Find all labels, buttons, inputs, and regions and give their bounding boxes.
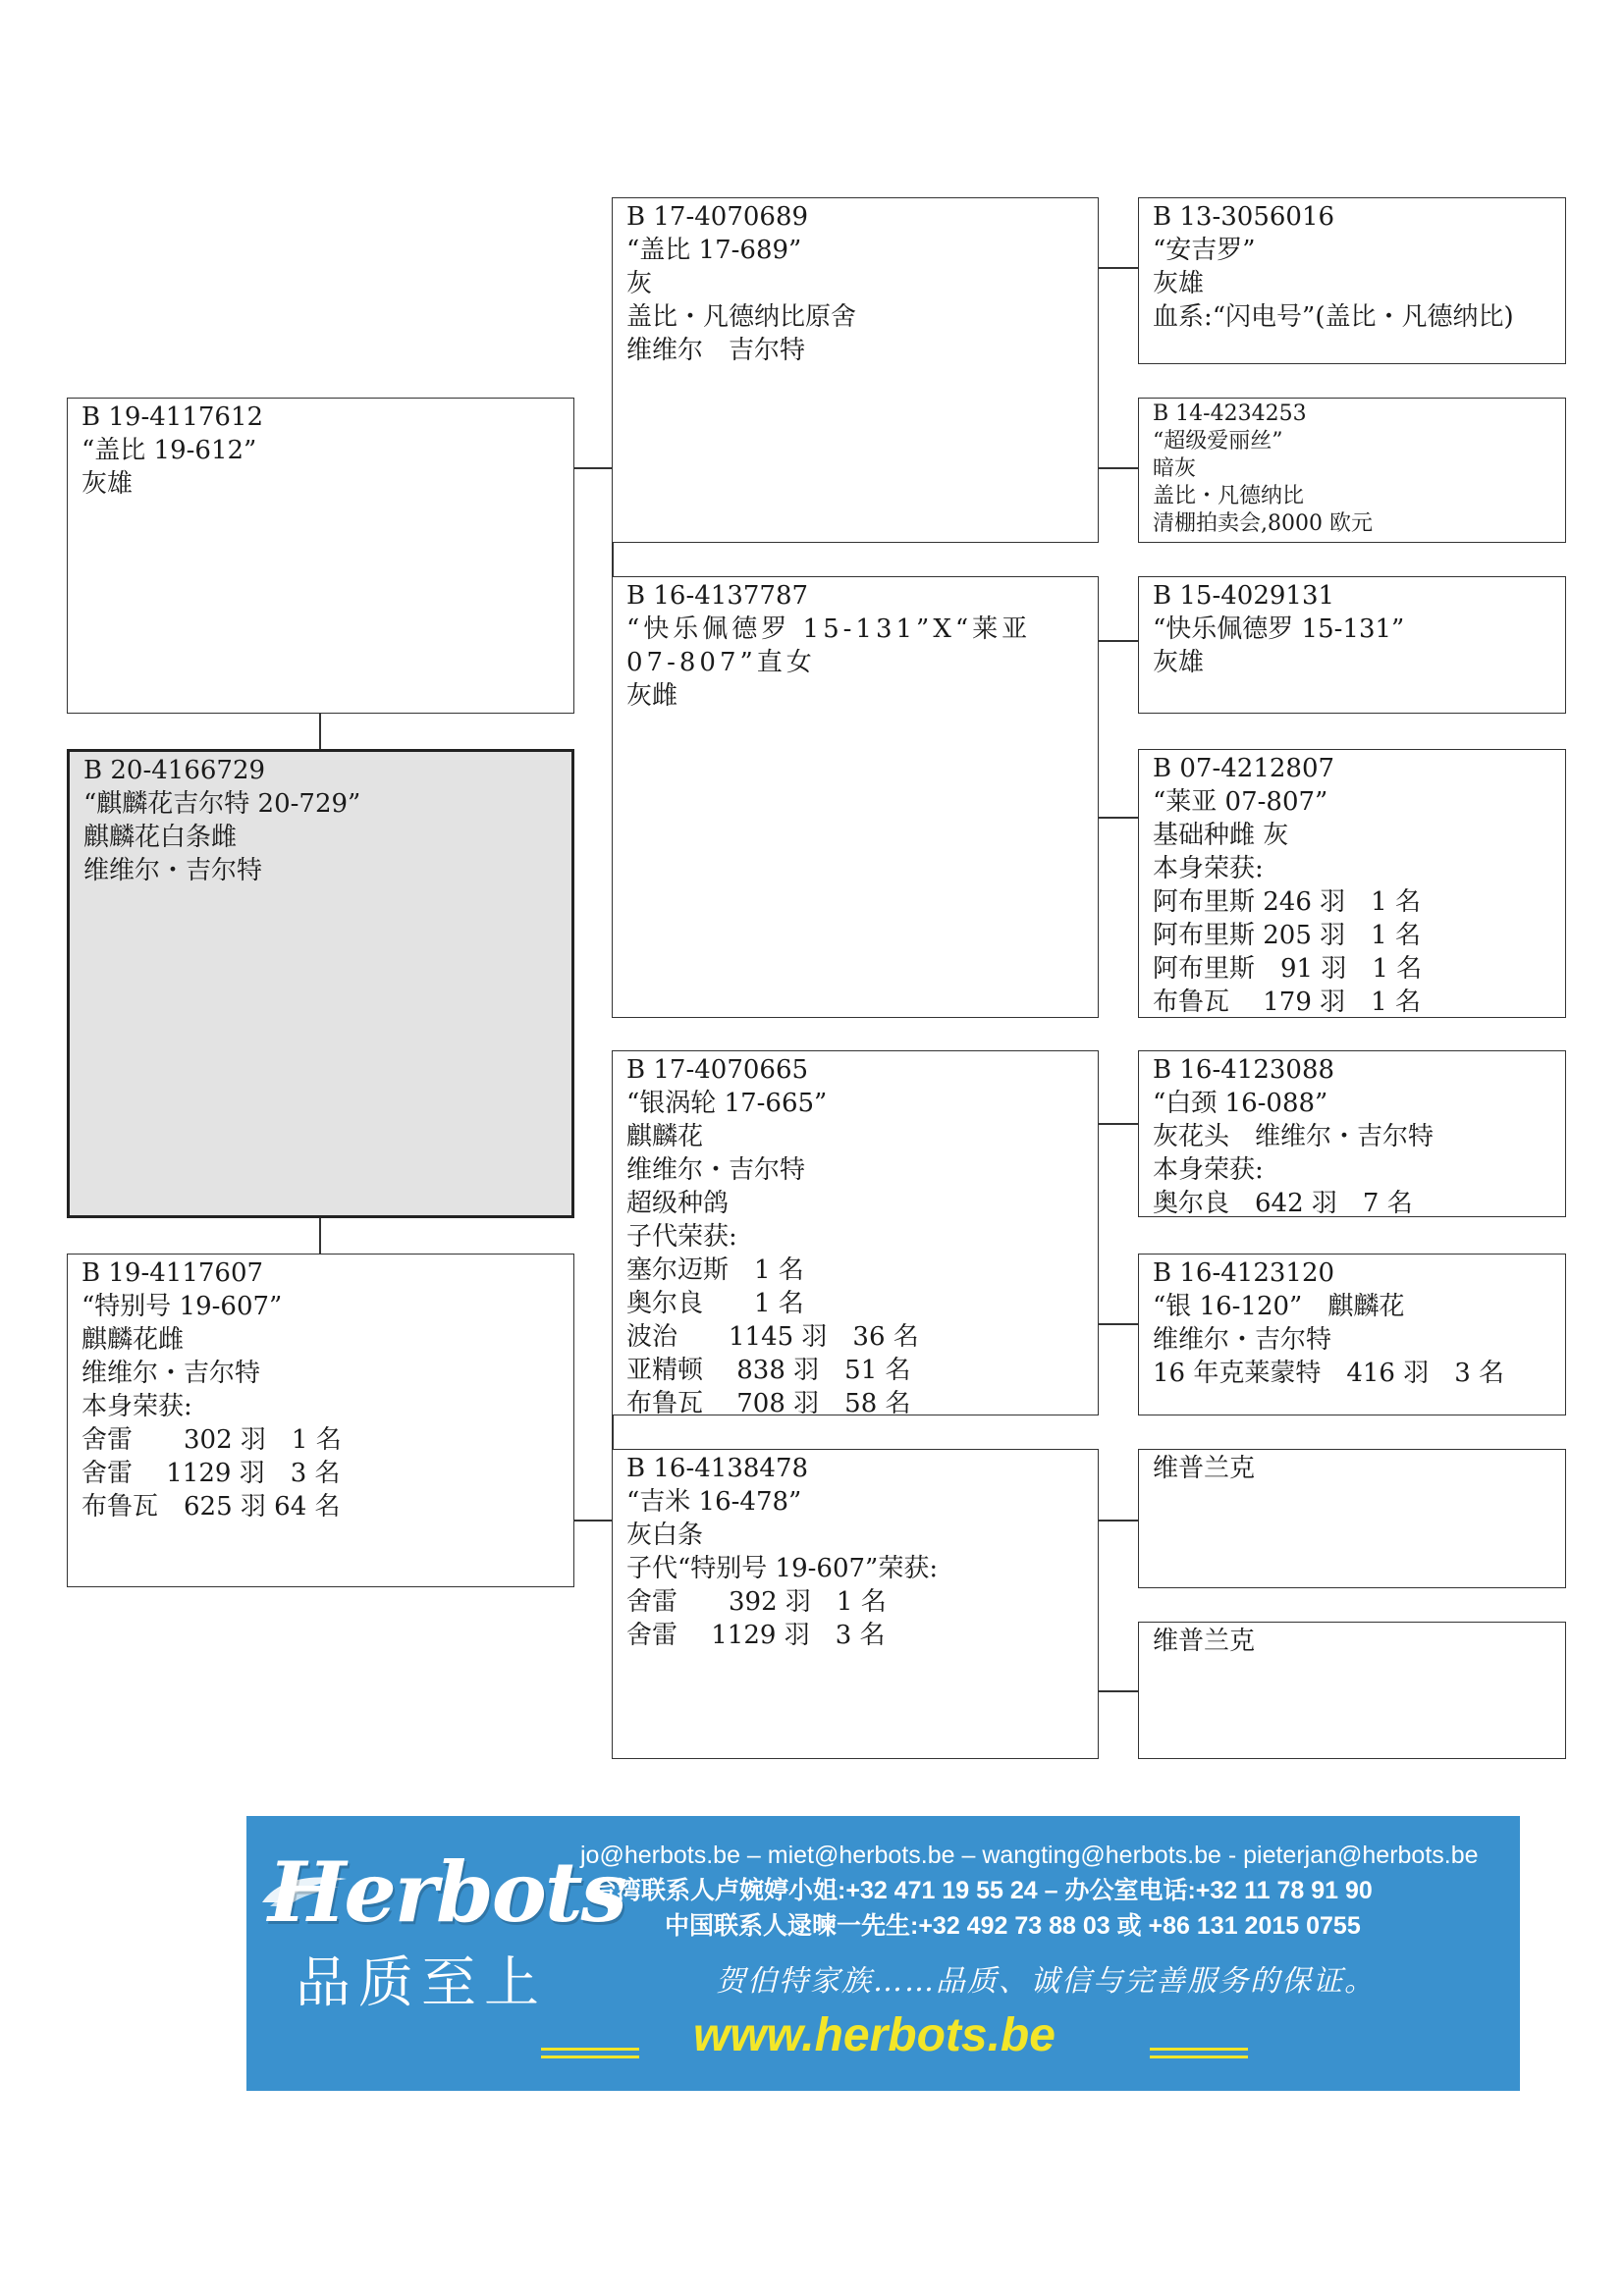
dam-line-4: 维维尔・吉尔特 [81,1359,261,1388]
gen3-3-line-3: 灰雄 [1153,648,1205,677]
gen3-1-line-1: B 13-3056016 [1153,202,1335,232]
banner-slogan: 贺伯特家族……品质、诚信与完善服务的保证。 [716,1964,1376,1999]
dam-line-6: 舍雷 302 羽 1 名 [81,1425,342,1455]
gen2-1-line-3: 灰 [626,269,653,298]
gen2-3-line-11: 布鲁瓦 708 羽 58 名 [626,1389,911,1415]
subject-line-2: “麒麟花吉尔特 20-729” [83,789,361,819]
gen3-2-line-1: B 14-4234253 [1153,401,1307,426]
subject-card [67,749,574,1218]
gen2-3-line-9: 波治 1145 羽 36 名 [626,1322,919,1352]
gen3-7-line-2: 维普兰克 [1153,1454,1256,1483]
gen2-4-line-3: 灰白条 [626,1521,704,1550]
gen2-card-1 [612,197,1099,543]
gen2-4-line-2: “吉米 16-478” [626,1487,802,1517]
gen3-1-line-3: 灰雄 [1153,269,1205,298]
gen2-2-line-3: 灰雌 [626,681,678,711]
gen2-3-line-10: 亚精顿 838 羽 51 名 [626,1356,911,1385]
gen3-5-line-3: 灰花头 维维尔・吉尔特 [1153,1122,1435,1151]
gen3-5-line-4: 本身荣获: [1153,1155,1264,1185]
gen3-3-line-2: “快乐佩德罗 15-131” [1153,614,1405,644]
connector-g2c-g3b [1097,1323,1138,1325]
gen2-card-4 [612,1449,1099,1759]
connector-subject-dam [319,1217,321,1255]
gen3-2-line-5: 清棚拍卖会,8000 欧元 [1153,511,1373,536]
gen3-1-line-4: 血系:“闪电号”(盖比・凡德纳比) [1153,302,1514,332]
gen2-2-line-2: “快乐佩德罗 15-131”X“莱亚 07-807”直女 [626,614,1044,677]
dam-line-3: 麒麟花雌 [81,1325,185,1355]
gen3-card-7 [1138,1449,1566,1588]
subject-line-1: B 20-4166729 [83,756,266,785]
gen3-4-line-6: 阿布里斯 205 羽 1 名 [1153,921,1421,950]
banner-emails[interactable]: jo@herbots.be – miet@herbots.be – wangting@herbots.be - pieterjan@herbots.be [580,1842,1479,1869]
gen3-4-line-5: 阿布里斯 246 羽 1 名 [1153,887,1421,917]
gen3-2-line-3: 暗灰 [1153,456,1197,481]
connector-g2a-g3b [1097,467,1138,469]
connector-g2c-g3 [1097,1123,1138,1125]
connector-g2a-g3 [1097,267,1138,269]
gen3-card-1 [1138,197,1566,364]
gen2-card-3 [612,1050,1099,1415]
gen3-1-line-2: “安吉罗” [1153,236,1256,265]
gen3-card-4 [1138,749,1566,1018]
banner-china-contact: 中国联系人逯暕一先生:+32 492 73 88 03 或 +86 131 2015 0755 [665,1912,1361,1940]
gen2-3-line-2: “银涡轮 17-665” [626,1089,828,1118]
connector-g2b-g3 [1097,640,1138,642]
dam-line-8: 布鲁瓦 625 羽 64 名 [81,1492,341,1522]
gen3-4-line-4: 本身荣获: [1153,854,1264,883]
gen3-6-line-3: 维维尔・吉尔特 [1153,1325,1332,1355]
connector-g2b-g3b [1097,817,1138,819]
gen2-3-line-3: 麒麟花 [626,1122,704,1151]
gen3-5-line-1: B 16-4123088 [1153,1055,1335,1085]
gen3-2-line-4: 盖比・凡德纳比 [1153,484,1305,508]
banner-taiwan-contact: 台湾联系人卢婉婷小姐:+32 471 19 55 24 – 办公室电话:+32 11 78 91 90 [592,1877,1373,1904]
gen3-card-5 [1138,1050,1566,1217]
banner-dash-left [541,2048,639,2051]
gen3-4-line-1: B 07-4212807 [1153,754,1335,783]
gen3-3-line-1: B 15-4029131 [1153,581,1335,611]
gen3-4-line-2: “莱亚 07-807” [1153,787,1328,817]
dam-line-2: “特别号 19-607” [81,1292,283,1321]
gen3-4-line-8: 布鲁瓦 179 羽 1 名 [1153,988,1421,1017]
gen3-card-8 [1138,1622,1566,1759]
dam-card [67,1254,574,1587]
sire-card [67,398,574,714]
sire-line-2: “盖比 19-612” [81,436,257,465]
connector-sire-dam [319,713,321,752]
gen2-4-line-6: 舍雷 1129 羽 3 名 [626,1621,886,1650]
gen2-4-line-5: 舍雷 392 羽 1 名 [626,1587,887,1617]
gen2-card-2 [612,576,1099,1018]
sire-line-3: 灰雄 [81,469,134,499]
gen2-3-line-1: B 17-4070665 [626,1055,809,1085]
gen2-2-line-1: B 16-4137787 [626,581,809,611]
gen2-4-line-4: 子代“特别号 19-607”荣获: [626,1554,939,1583]
banner-website-link[interactable]: www.herbots.be [693,2009,1056,2061]
connector-g2d-g3b [1097,1690,1138,1692]
gen2-1-line-2: “盖比 17-689” [626,236,802,265]
sire-line-1: B 19-4117612 [81,402,264,432]
dam-line-7: 舍雷 1129 羽 3 名 [81,1459,341,1488]
banner-dash-right [1150,2048,1248,2051]
subject-line-3: 麒麟花白条雌 [83,823,238,852]
dam-line-1: B 19-4117607 [81,1258,264,1288]
connector-g2d-g3 [1097,1520,1138,1522]
gen3-4-line-3: 基础种雌 灰 [1153,821,1289,850]
gen2-1-line-4: 盖比・凡德纳比原舍 [626,302,857,332]
dam-line-5: 本身荣获: [81,1392,192,1421]
herbots-logo: Herbots [268,1843,625,1941]
gen3-5-line-5: 奥尔良 642 羽 7 名 [1153,1189,1413,1217]
gen3-6-line-4: 16 年克莱蒙特 416 羽 3 名 [1153,1359,1505,1388]
banner-dash-left-2 [541,2056,639,2058]
gen3-2-line-2: “超级爱丽丝” [1153,429,1283,454]
gen3-card-3 [1138,576,1566,714]
gen2-3-line-5: 超级种鸽 [626,1189,730,1218]
gen3-6-line-2: “银 16-120” 麒麟花 [1153,1292,1405,1321]
gen3-card-2 [1138,398,1566,543]
gen3-5-line-2: “白颈 16-088” [1153,1089,1328,1118]
herbots-banner [246,1816,1520,2091]
banner-dash-right-2 [1150,2056,1248,2058]
gen2-3-line-8: 奥尔良 1 名 [626,1289,804,1318]
gen3-4-line-7: 阿布里斯 91 羽 1 名 [1153,954,1423,984]
subject-line-4: 维维尔・吉尔特 [83,856,263,885]
gen2-4-line-1: B 16-4138478 [626,1454,809,1483]
gen3-card-6 [1138,1254,1566,1415]
connector-sire-right [572,467,612,469]
gen3-6-line-1: B 16-4123120 [1153,1258,1335,1288]
gen2-3-line-4: 维维尔・吉尔特 [626,1155,806,1185]
gen2-3-line-6: 子代荣获: [626,1222,737,1252]
gen2-1-line-1: B 17-4070689 [626,202,809,232]
gen3-8-line-2: 维普兰克 [1153,1627,1256,1656]
connector-dam-right [572,1520,612,1522]
gen2-1-line-5: 维维尔 吉尔特 [626,336,806,365]
banner-tagline: 品质至上 [296,1951,547,2015]
gen2-3-line-7: 塞尔迈斯 1 名 [626,1255,804,1285]
